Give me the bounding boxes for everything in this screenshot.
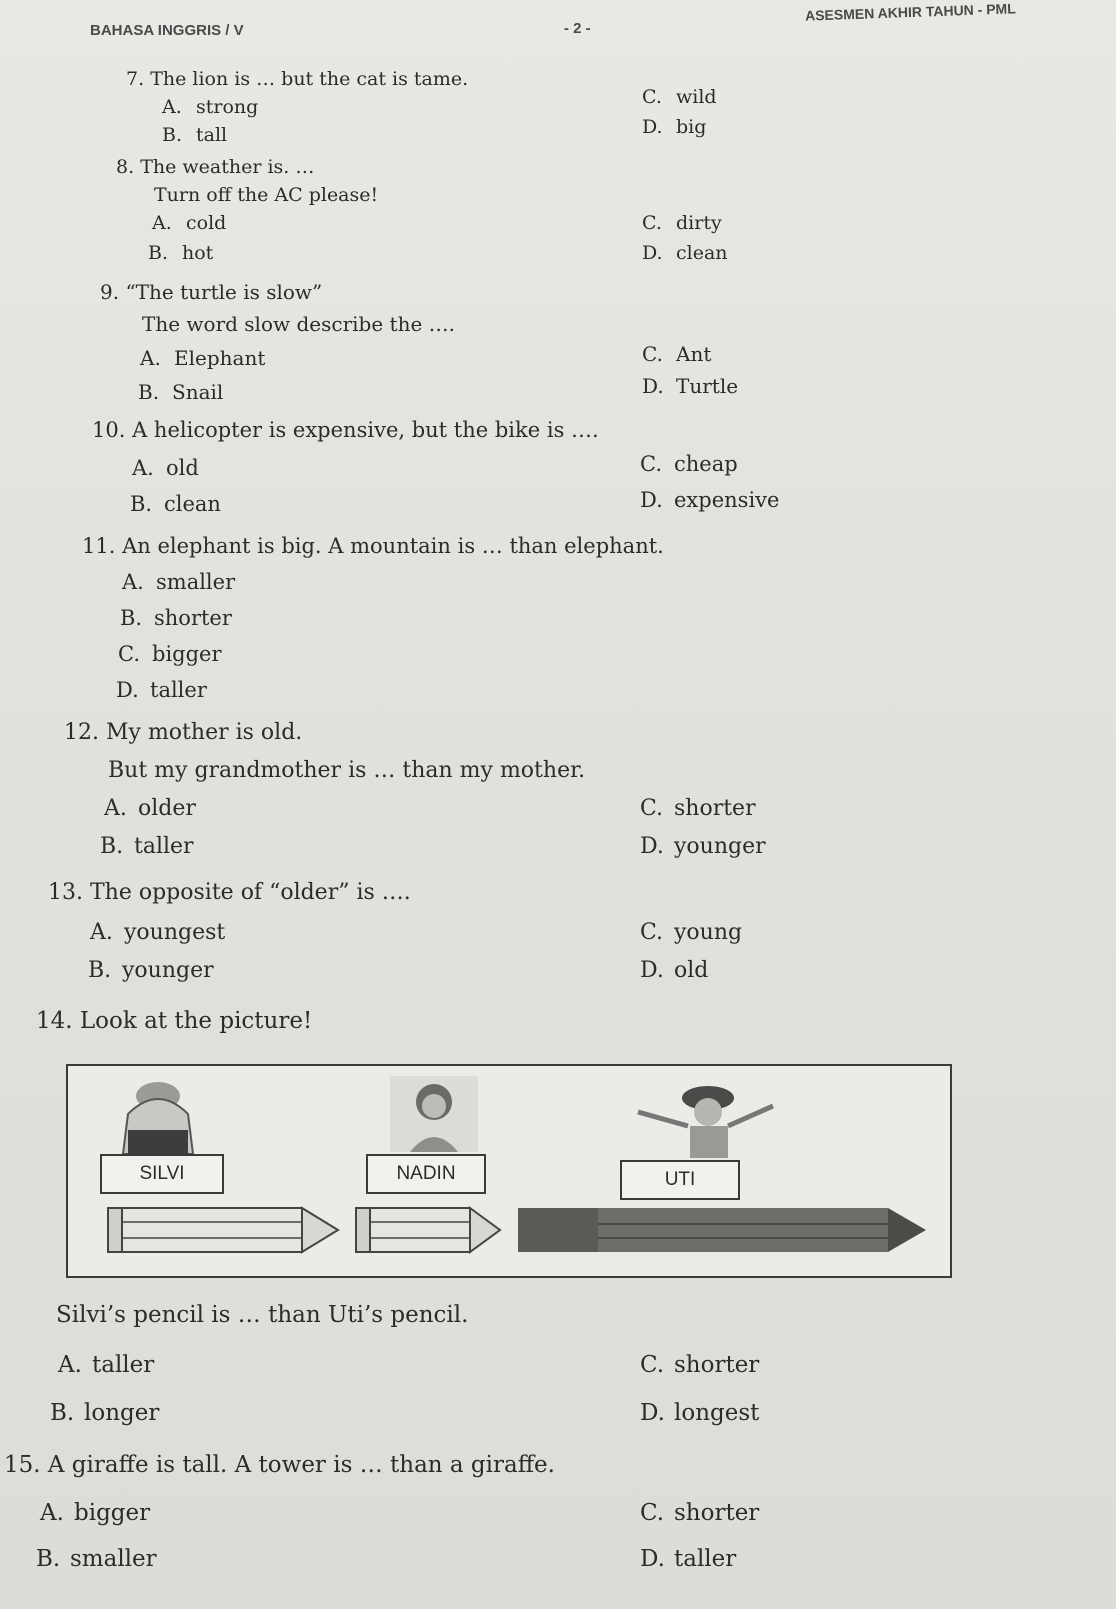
option-c[interactable]: C. shorter xyxy=(640,1500,760,1526)
option-a[interactable]: A. older xyxy=(104,796,196,821)
option-a[interactable]: A. taller xyxy=(58,1352,155,1378)
nadin-pencil-icon xyxy=(354,1202,504,1258)
name-label-uti: UTI xyxy=(620,1160,740,1200)
option-b[interactable]: B. taller xyxy=(100,834,194,859)
option-d[interactable]: D. big xyxy=(642,116,707,138)
option-c[interactable]: C. young xyxy=(640,920,743,945)
question-stem-line-2: The word slow describe the …. xyxy=(142,312,455,336)
option-a[interactable]: A. youngest xyxy=(90,920,226,945)
option-a[interactable]: A. cold xyxy=(152,212,227,234)
option-c[interactable]: C. wild xyxy=(642,86,717,108)
option-d[interactable]: D. Turtle xyxy=(642,374,739,398)
question-stem: 10. A helicopter is expensive, but the bike is …. xyxy=(92,418,599,442)
picture-caption: Silvi’s pencil is … than Uti’s pencil. xyxy=(56,1302,469,1328)
question-stem: 9. “The turtle is slow” xyxy=(100,280,323,304)
option-a[interactable]: A. strong xyxy=(162,96,259,118)
option-a[interactable]: A. old xyxy=(132,456,199,480)
option-d[interactable]: D. taller xyxy=(640,1546,737,1572)
silvi-figure-icon xyxy=(108,1074,218,1158)
option-d[interactable]: D. expensive xyxy=(640,488,780,512)
option-b[interactable]: B. smaller xyxy=(36,1546,157,1572)
option-b[interactable]: B. hot xyxy=(148,242,214,264)
option-b[interactable]: B. clean xyxy=(130,492,221,516)
question-stem: 15. A giraffe is tall. A tower is … than a giraffe. xyxy=(4,1452,555,1478)
page-number: - 2 - xyxy=(564,20,591,37)
option-d[interactable]: D. clean xyxy=(642,242,728,264)
option-c[interactable]: C. dirty xyxy=(642,212,722,234)
option-a[interactable]: A. bigger xyxy=(40,1500,151,1526)
option-b[interactable]: B. tall xyxy=(162,124,228,146)
question-stem: 13. The opposite of “older” is …. xyxy=(48,880,411,905)
exam-title: ASESMEN AKHIR TAHUN - PML xyxy=(804,0,1016,24)
option-d[interactable]: D. old xyxy=(640,958,709,983)
question-stem: 12. My mother is old. xyxy=(64,720,303,745)
option-d[interactable]: D. longest xyxy=(640,1400,760,1426)
uti-pencil-icon xyxy=(516,1202,928,1258)
silvi-pencil-icon xyxy=(102,1202,342,1258)
name-label-nadin: NADIN xyxy=(366,1154,486,1194)
uti-figure-icon xyxy=(628,1076,778,1160)
option-d[interactable]: D. taller xyxy=(116,678,207,702)
option-c[interactable]: C. Ant xyxy=(642,342,712,366)
option-c[interactable]: C. cheap xyxy=(640,452,738,476)
option-d[interactable]: D. younger xyxy=(640,834,766,859)
question-stem: 14. Look at the picture! xyxy=(36,1008,313,1034)
pencil-comparison-picture xyxy=(66,1064,952,1278)
question-stem: 7. The lion is … but the cat is tame. xyxy=(126,68,469,90)
question-stem-line-2: Turn off the AC please! xyxy=(154,184,379,206)
question-stem: 8. The weather is. … xyxy=(116,156,315,178)
subject-header: BAHASA INGGRIS / V xyxy=(90,22,244,39)
option-a[interactable]: A. smaller xyxy=(122,570,236,594)
option-a[interactable]: A. Elephant xyxy=(140,346,266,370)
nadin-figure-icon xyxy=(386,1072,482,1156)
option-c[interactable]: C. bigger xyxy=(118,642,222,666)
option-b[interactable]: B. shorter xyxy=(120,606,232,630)
question-stem-line-2: But my grandmother is … than my mother. xyxy=(108,758,586,783)
option-c[interactable]: C. shorter xyxy=(640,796,756,821)
option-c[interactable]: C. shorter xyxy=(640,1352,760,1378)
option-b[interactable]: B. longer xyxy=(50,1400,160,1426)
option-b[interactable]: B. Snail xyxy=(138,380,224,404)
question-stem: 11. An elephant is big. A mountain is … than elephant. xyxy=(82,534,664,558)
name-label-silvi: SILVI xyxy=(100,1154,224,1194)
option-b[interactable]: B. younger xyxy=(88,958,214,983)
